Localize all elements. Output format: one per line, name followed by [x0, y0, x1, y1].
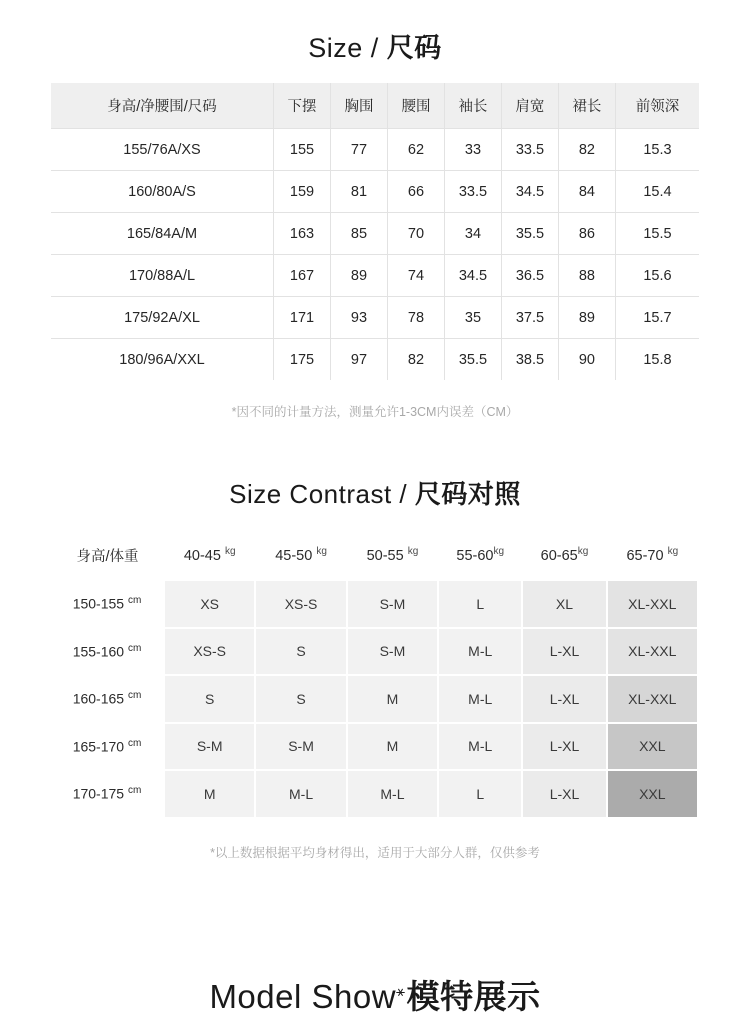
size-col-header-6: 裙长 [558, 83, 615, 129]
size-cell: 85 [330, 213, 387, 255]
contrast-cell: XL [522, 580, 606, 628]
contrast-cell: M-L [255, 770, 346, 818]
contrast-cell: L-XL [522, 675, 606, 723]
table-row [51, 628, 698, 676]
size-cell: 35.5 [501, 213, 558, 255]
size-cell: 15.6 [615, 255, 699, 297]
size-cell: 155/76A/XS [51, 129, 274, 171]
size-cell: 34 [444, 213, 501, 255]
contrast-cell: M-L [347, 770, 438, 818]
contrast-col-header-3 [438, 531, 522, 580]
size-cell: 70 [387, 213, 444, 255]
contrast-col-header-1 [255, 531, 346, 580]
contrast-cell: S-M [347, 628, 438, 676]
height-unit: cm [127, 642, 142, 654]
contrast-cell: XL-XXL [607, 628, 698, 676]
size-cell: 163 [274, 213, 331, 255]
weight-range-label: 60-65 [540, 547, 578, 564]
size-cell: 35.5 [444, 339, 501, 381]
contrast-table-note: *以上数据根据平均身材得出，适用于大部分人群，仅供参考 [210, 845, 540, 860]
size-cell: 15.5 [615, 213, 699, 255]
size-cell: 175/92A/XL [51, 297, 274, 339]
height-range-label: 165-170 [72, 738, 128, 755]
contrast-cell: L-XL [522, 770, 606, 818]
person-icon: ⚹ [396, 982, 406, 1000]
size-table-body [51, 129, 699, 381]
contrast-cell: S [255, 628, 346, 676]
height-unit: cm [127, 737, 142, 749]
table-row [51, 339, 699, 381]
weight-range-label: 45-50 [275, 547, 317, 564]
contrast-cell: M [347, 675, 438, 723]
contrast-row-header [51, 770, 164, 818]
contrast-cell: M-L [438, 723, 522, 771]
contrast-cell: L [438, 770, 522, 818]
size-cell: 93 [330, 297, 387, 339]
contrast-row-header [51, 580, 164, 628]
contrast-cell: XXL [607, 723, 698, 771]
size-col-header-3: 腰围 [387, 83, 444, 129]
size-col-header-4: 袖长 [444, 83, 501, 129]
size-cell: 15.8 [643, 351, 672, 368]
size-col-header-2: 胸围 [330, 83, 387, 129]
size-cell: 86 [558, 213, 615, 255]
weight-unit: kg [407, 546, 419, 558]
contrast-cell: M-L [438, 675, 522, 723]
size-cell: 89 [330, 255, 387, 297]
contrast-cell: S-M [347, 580, 438, 628]
size-col-header-0: 身高/净腰围/尺码 [51, 83, 274, 129]
contrast-cell: L [438, 580, 522, 628]
model-show-cn: 模特展示 [406, 977, 541, 1015]
size-cell: 81 [330, 171, 387, 213]
page-root [0, 26, 750, 1026]
contrast-title-cn: 尺码对照 [414, 479, 521, 509]
size-cell: 90 [558, 339, 615, 381]
size-col-header-5: 肩宽 [501, 83, 558, 129]
contrast-cell: S [255, 675, 346, 723]
weight-unit: kg [224, 546, 236, 558]
size-title-cn: 尺码 [386, 33, 442, 63]
size-table [51, 83, 699, 380]
size-cell: 155 [274, 129, 331, 171]
contrast-row-header [51, 675, 164, 723]
size-cell: 15.4 [615, 171, 699, 213]
contrast-row-header [51, 723, 164, 771]
size-cell: 88 [558, 255, 615, 297]
size-section-title [0, 26, 750, 65]
contrast-col-header-5 [607, 531, 698, 580]
size-table-note: *因不同的计量方法，测量允许1-3CM内误差（CM） [231, 405, 519, 419]
weight-unit: kg [577, 546, 589, 558]
contrast-row-header [51, 628, 164, 676]
table-header-row [51, 83, 699, 129]
size-cell: 82 [558, 129, 615, 171]
height-range-label: 160-165 [72, 691, 128, 708]
size-table-head [51, 83, 699, 129]
size-cell: 15.3 [615, 129, 699, 171]
table-row [51, 580, 698, 628]
weight-range-label: 50-55 [366, 547, 408, 564]
table-row [51, 297, 699, 339]
contrast-table-container [51, 531, 699, 819]
height-range-label: 170-175 [72, 786, 128, 803]
weight-range-label: 65-70 [626, 547, 668, 564]
contrast-col-header-4 [522, 531, 606, 580]
size-cell: 89 [558, 297, 615, 339]
size-cell: 171 [274, 297, 331, 339]
table-row [51, 255, 699, 297]
size-cell: 77 [330, 129, 387, 171]
contrast-cell: XS-S [255, 580, 346, 628]
size-cell: 34.5 [444, 255, 501, 297]
contrast-cell: L-XL [522, 723, 606, 771]
contrast-table [51, 531, 699, 819]
size-cell: 62 [387, 129, 444, 171]
height-unit: cm [127, 690, 142, 702]
size-cell: 82 [387, 339, 444, 381]
contrast-corner-header: 身高/体重 [51, 531, 164, 580]
size-cell: 37.5 [501, 297, 558, 339]
contrast-cell: XS [164, 580, 255, 628]
contrast-cell: S-M [164, 723, 255, 771]
weight-unit: kg [667, 546, 679, 558]
size-cell: 15.7 [615, 297, 699, 339]
contrast-cell: XL-XXL [607, 675, 698, 723]
size-cell: 159 [274, 171, 331, 213]
table-row [51, 129, 699, 171]
size-cell: 33.5 [444, 171, 501, 213]
size-cell: 84 [558, 171, 615, 213]
size-cell: 35 [444, 297, 501, 339]
contrast-table-body [51, 580, 698, 818]
size-cell: 170/88A/L [51, 255, 274, 297]
weight-unit: kg [493, 546, 505, 558]
size-title-latin: Size / [308, 33, 387, 63]
height-range-label: 155-160 [72, 643, 128, 660]
size-table-container [51, 83, 699, 380]
contrast-title-latin: Size Contrast / [229, 479, 415, 509]
size-cell: 160/80A/S [51, 171, 274, 213]
model-show-latin: Model Show [209, 977, 397, 1015]
size-cell: 97 [330, 339, 387, 381]
size-cell: 175 [274, 339, 331, 381]
size-cell: 66 [387, 171, 444, 213]
size-cell: 33 [444, 129, 501, 171]
height-unit: cm [127, 785, 142, 797]
size-cell: 33.5 [501, 129, 558, 171]
weight-range-label: 55-60 [456, 547, 494, 564]
size-cell: 38.5 [501, 339, 558, 381]
contrast-cell: M [347, 723, 438, 771]
size-col-header-1: 下摆 [274, 83, 331, 129]
table-row [51, 770, 698, 818]
weight-unit: kg [316, 546, 327, 558]
contrast-col-header-0 [164, 531, 255, 580]
contrast-cell: M-L [438, 628, 522, 676]
contrast-cell: S-M [255, 723, 346, 771]
size-cell: 78 [387, 297, 444, 339]
height-unit: cm [127, 595, 142, 607]
contrast-section-title [0, 474, 750, 511]
size-cell: 74 [387, 255, 444, 297]
size-cell: 180/96A/XXL [51, 339, 274, 381]
contrast-cell: XXL [607, 770, 698, 818]
model-show-title [0, 971, 750, 1018]
weight-range-label: 40-45 [183, 547, 225, 564]
size-cell: 165/84A/M [51, 213, 274, 255]
contrast-cell: XL-XXL [607, 580, 698, 628]
contrast-cell: M [164, 770, 255, 818]
contrast-table-head [51, 531, 698, 580]
table-row [51, 723, 698, 771]
height-range-label: 150-155 [72, 596, 128, 613]
table-row [51, 675, 698, 723]
contrast-cell: XS-S [164, 628, 255, 676]
size-col-header-7: 前领深 [615, 83, 699, 129]
size-cell: 36.5 [501, 255, 558, 297]
table-header-row [51, 531, 698, 580]
contrast-cell: L-XL [522, 628, 606, 676]
contrast-cell: S [164, 675, 255, 723]
table-row [51, 171, 699, 213]
size-cell: 34.5 [501, 171, 558, 213]
table-row [51, 213, 699, 255]
size-cell: 167 [274, 255, 331, 297]
contrast-col-header-2 [347, 531, 438, 580]
